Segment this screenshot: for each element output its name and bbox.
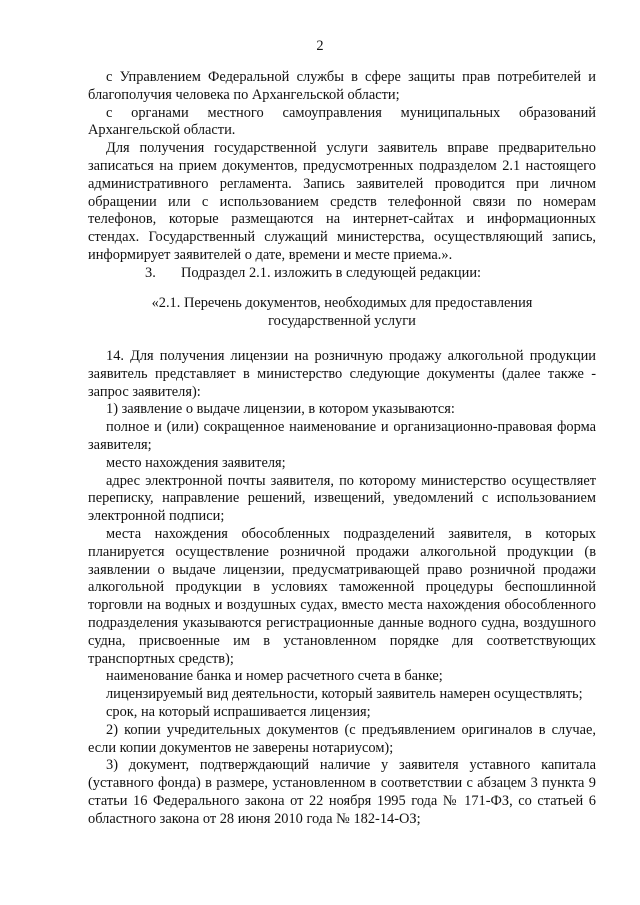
- paragraph: 3) документ, подтверждающий наличие у заявителя уставного капитала (уставного фонда) в размере, установленном в соответствии с абзацем 3 пункта 9 статьи 16 Федерального закона от 22 ноября 1995 года № 171-ФЗ, со статьей 6 областного закона от 28 июня 2010 года № 182-14-ОЗ;: [88, 757, 596, 827]
- paragraph: с органами местного самоуправления муниципальных образований Архангельской области.: [88, 104, 596, 139]
- main-section: [88, 348, 596, 829]
- paragraph: 1) заявление о выдаче лицензии, в котором указываются:: [106, 401, 455, 418]
- paragraph: 3. Подраздел 2.1. изложить в следующей редакции:: [145, 264, 482, 281]
- paragraph: с Управлением Федеральной службы в сфере защиты прав потребителей и благополучия человека по Архангельской области;: [88, 69, 596, 103]
- paragraph: адрес электронной почты заявителя, по которому министерство осуществляет переписку, направление решений, извещений, уведомлений с использованием электронной подписи;: [88, 472, 596, 525]
- paragraph: Для получения государственной услуги заявитель вправе предварительно записаться на прием документов, предусмотренных подразделом 2.1 настоящего административного регламента. Запись заявителей проводится при личном обращении или с использованием средств телефонной связи по номерам телефонов, которые размещаются на интернет-сайтах и информационных стендах. Государственный служащий министерства, осуществляющий запись, информирует заявителей о дате, времени и месте приема.».: [88, 140, 596, 263]
- paragraph: 14. Для получения лицензии на розничную продажу алкогольной продукции заявитель представляет в министерство следующие документы (далее также - запрос заявителя):: [88, 348, 596, 400]
- paragraph: 2) копии учредительных документов (с предъявлением оригиналов в случае, если копии документов не заверены нотариусом);: [88, 721, 596, 756]
- paragraph: места нахождения обособленных подразделений заявителя, в которых планируется осуществление розничной продажи алкогольной продукции (в заявлении о выдаче лицензии, предусматривающей право розничной продажи алкогольной продукции в условиях таможенной процедуры беспошлинной торговли на водных и воздушных судах, вместо места нахождения обособленного подразделения указываются регистрационные данные водного судна, воздушного судна, присвоенные им в установленном порядке для соответствующих транспортных средств);: [88, 525, 596, 667]
- paragraph: срок, на который испрашивается лицензия;: [106, 703, 371, 720]
- section-heading: [88, 295, 596, 331]
- paragraph: место нахождения заявителя;: [106, 454, 286, 471]
- heading-line: «2.1. Перечень документов, необходимых для предоставления: [151, 295, 533, 311]
- page-number: 2: [316, 38, 324, 54]
- intro-section: [88, 69, 596, 283]
- paragraph: лицензируемый вид деятельности, который заявитель намерен осуществлять;: [106, 686, 583, 703]
- heading-line: государственной услуги: [268, 312, 416, 329]
- paragraph: наименование банка и номер расчетного счета в банке;: [106, 668, 443, 685]
- paragraph: полное и (или) сокращенное наименование и организационно-правовая форма заявителя;: [88, 419, 596, 453]
